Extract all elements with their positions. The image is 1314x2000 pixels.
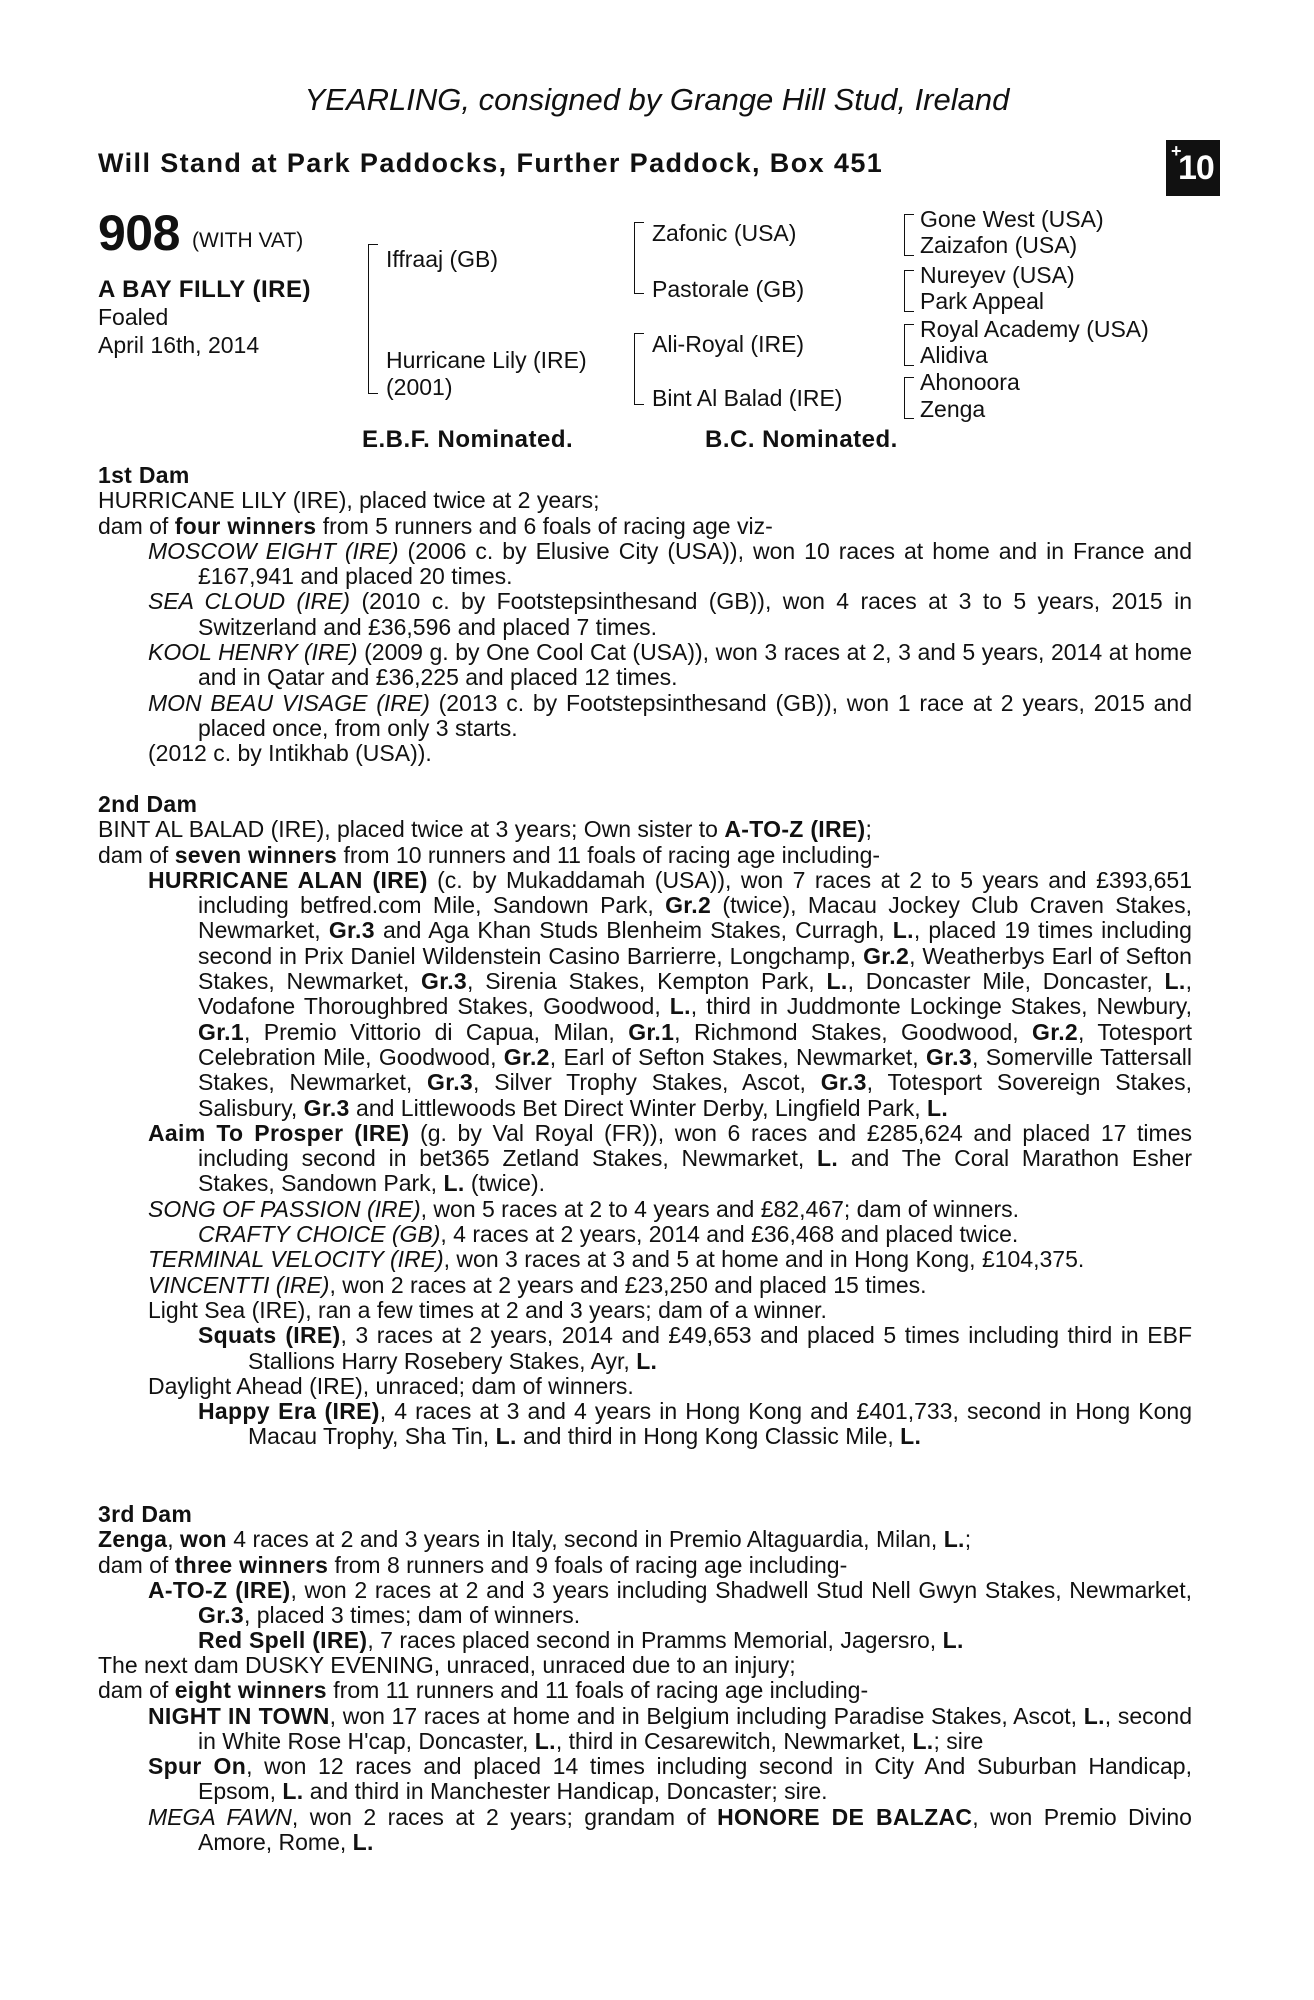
- badge-plus: +: [1171, 141, 1182, 161]
- ped-dsd: Alidiva: [920, 342, 988, 368]
- ped-sds: Nureyev (USA): [920, 262, 1075, 288]
- brace-gen3-3: [904, 324, 914, 366]
- ped-ssd: Zaizafon (USA): [920, 232, 1078, 258]
- ped-dam-dam: Bint Al Balad (IRE): [652, 385, 843, 411]
- brace-gen1: [368, 244, 378, 394]
- second-dam-heading: 2nd Dam: [98, 791, 198, 817]
- first-dam-heading: 1st Dam: [98, 462, 190, 488]
- foaled-date: April 16th, 2014: [98, 332, 260, 358]
- ped-dam: Hurricane Lily (IRE): [386, 347, 587, 373]
- progeny-2012-colt: (2012 c. by Intikhab (USA)).: [148, 740, 432, 767]
- brace-gen3-2: [904, 270, 914, 312]
- second-dam-line1: BINT AL BALAD (IRE), placed twice at 3 years; Own sister to A-TO-Z (IRE);: [98, 816, 872, 843]
- brace-gen3-1: [904, 214, 914, 256]
- progeny-spur-on: Spur On, won 12 races and placed 14 times including second in City And Suburban Handicap, Epsom, L. and third in Manchester Handicap, Doncaster; sire.: [148, 1753, 1192, 1805]
- first-dam-section: [98, 463, 1192, 767]
- stand-location: Will Stand at Park Paddocks, Further Paddock, Box 451: [98, 148, 884, 178]
- progeny-song-of-passion: SONG OF PASSION (IRE), won 5 races at 2 to 4 years and £82,467; dam of winners.: [148, 1195, 1019, 1222]
- progeny-mega-fawn: MEGA FAWN, won 2 races at 2 years; grandam of HONORE DE BALZAC, won Premio Divino Amore, Rome, L.: [148, 1803, 1192, 1856]
- progeny-vincentti: VINCENTTI (IRE), won 2 races at 2 years and £23,250 and placed 15 times.: [148, 1271, 927, 1298]
- progeny-sea-cloud: SEA CLOUD (IRE) (2010 c. by Footstepsinthesand (GB)), won 4 races at 3 to 5 years, 2015 in Switzerland and £36,596 and placed 7 times.: [148, 588, 1193, 640]
- next-dam-section: [98, 1653, 1192, 1855]
- ped-dam-sire: Ali-Royal (IRE): [652, 331, 805, 357]
- ped-sire: Iffraaj (GB): [386, 246, 499, 272]
- progeny-daylight-ahead: Daylight Ahead (IRE), unraced; dam of winners.: [148, 1372, 634, 1399]
- progeny-aaim-to-prosper: Aaim To Prosper (IRE) (g. by Val Royal (FR)), won 6 races and £285,624 and placed 17 times including second in bet365 Zetland Stakes, Newmarket, L. and The Coral Marathon Esher Stakes, Sandown Park, L. (twice).: [148, 1119, 1192, 1197]
- lot-badge: [1166, 140, 1220, 196]
- progeny-mon-beau-visage: MON BEAU VISAGE (IRE) (2013 c. by Footstepsinthesand (GB)), won 1 race at 2 years, 2015 and placed once, from only 3 starts.: [148, 689, 1193, 741]
- bc-nominated: B.C. Nominated.: [705, 426, 898, 453]
- horse-name: A BAY FILLY (IRE): [98, 276, 311, 303]
- progeny-squats: Squats (IRE), 3 races at 2 years, 2014 and £49,653 and placed 5 times including third in EBF Stallions Harry Rosebery Stakes, Ayr, L.: [198, 1322, 1192, 1374]
- progeny-hurricane-alan: HURRICANE ALAN (IRE) (c. by Mukaddamah (USA)), won 7 races at 2 to 5 years and £393,651 including betfred.com Mile, Sandown Park, Gr.2 (twice), Macau Jockey Club Craven Stakes, Newmarket, Gr.3 and Aga Khan Studs Blenheim Stakes, Curragh, L., placed 19 times including second in Prix Daniel Wildenstein Casino Barrierre, Longchamp, Gr.2, Weatherbys Earl of Sefton Stakes, Newmarket, Gr.3, Sirenia Stakes, Kempton Park, L., Doncaster Mile, Doncaster, L., Vodafone Thoroughbred Stakes, Goodwood, L., third in Juddmonte Lockinge Stakes, Newbury, Gr.1, Premio Vittorio di Capua, Milan, Gr.1, Richmond Stakes, Goodwood, Gr.2, Totesport Celebration Mile, Goodwood, Gr.2, Earl of Sefton Stakes, Newmarket, Gr.3, Somerville Tattersall Stakes, Newmarket, Gr.3, Silver Trophy Stakes, Ascot, Gr.3, Totesport Sovereign Stakes, Salisbury, Gr.3 and Littlewoods Bet Direct Winter Derby, Lingfield Park, L.: [148, 866, 1192, 1121]
- third-dam-line1: Zenga, won 4 races at 2 and 3 years in Italy, second in Premio Altaguardia, Milan, L.;: [98, 1526, 972, 1553]
- brace-gen2-dam: [634, 333, 644, 405]
- progeny-red-spell: Red Spell (IRE), 7 races placed second in Pramms Memorial, Jagersro, L.: [198, 1627, 964, 1654]
- third-dam-line2: dam of three winners from 8 runners and 9 foals of racing age including-: [98, 1551, 848, 1578]
- badge-number: 10: [1178, 149, 1214, 187]
- first-dam-line2: dam of four winners from 5 runners and 6 foals of racing age viz-: [98, 512, 773, 539]
- consignor-title: YEARLING, consigned by Grange Hill Stud, Ireland: [304, 82, 1010, 117]
- brace-gen2-sire: [634, 222, 644, 294]
- progeny-moscow-eight: MOSCOW EIGHT (IRE) (2006 c. by Elusive City (USA)), won 10 races at home and in France and £167,941 and placed 20 times.: [148, 537, 1192, 590]
- second-dam-line2: dam of seven winners from 10 runners and 11 foals of racing age including-: [98, 841, 881, 868]
- third-dam-section: [98, 1502, 1192, 1654]
- ped-ddd: Zenga: [920, 396, 986, 422]
- ped-sdd: Park Appeal: [920, 288, 1045, 314]
- second-dam-section: [98, 792, 1192, 1450]
- vat-label: (WITH VAT): [192, 229, 304, 252]
- lot-number: 908: [98, 205, 180, 261]
- third-dam-heading: 3rd Dam: [98, 1501, 193, 1527]
- ped-dam-year: (2001): [386, 374, 453, 400]
- ped-sire-dam: Pastorale (GB): [652, 276, 805, 302]
- progeny-night-in-town: NIGHT IN TOWN, won 17 races at home and in Belgium including Paradise Stakes, Ascot, L., second in White Rose H'cap, Doncaster, L., third in Cesarewitch, Newmarket, L.; sire: [148, 1702, 1193, 1754]
- first-dam-line1: HURRICANE LILY (IRE), placed twice at 2 years;: [98, 487, 600, 514]
- brace-gen3-4: [904, 377, 914, 419]
- progeny-terminal-velocity: TERMINAL VELOCITY (IRE), won 3 races at 3 and 5 at home and in Hong Kong, £104,375.: [148, 1246, 1085, 1273]
- progeny-happy-era: Happy Era (IRE), 4 races at 3 and 4 years in Hong Kong and £401,733, second in Hong Kong Macau Trophy, Sha Tin, L. and third in Hong Kong Classic Mile, L.: [198, 1398, 1192, 1450]
- progeny-light-sea: Light Sea (IRE), ran a few times at 2 and 3 years; dam of a winner.: [148, 1296, 827, 1323]
- ebf-nominated: E.B.F. Nominated.: [362, 426, 574, 453]
- next-dam-line2: dam of eight winners from 11 runners and 11 foals of racing age including-: [98, 1677, 869, 1704]
- progeny-kool-henry: KOOL HENRY (IRE) (2009 g. by One Cool Cat (USA)), won 3 races at 2, 3 and 5 years, 2014 at home and in Qatar and £36,225 and placed 12 times.: [148, 639, 1192, 691]
- ped-sss: Gone West (USA): [920, 206, 1104, 232]
- ped-dds: Ahonoora: [920, 369, 1020, 395]
- next-dam-line1: The next dam DUSKY EVENING, unraced, unraced due to an injury;: [98, 1652, 796, 1678]
- progeny-a-to-z: A-TO-Z (IRE), won 2 races at 2 and 3 years including Shadwell Stud Nell Gwyn Stakes, Newmarket, Gr.3, placed 3 times; dam of winners.: [148, 1576, 1192, 1629]
- progeny-crafty-choice: CRAFTY CHOICE (GB), 4 races at 2 years, 2014 and £36,468 and placed twice.: [198, 1221, 1019, 1248]
- foaled-label: Foaled: [98, 304, 169, 330]
- ped-dss: Royal Academy (USA): [920, 316, 1149, 342]
- ped-sire-sire: Zafonic (USA): [652, 220, 797, 246]
